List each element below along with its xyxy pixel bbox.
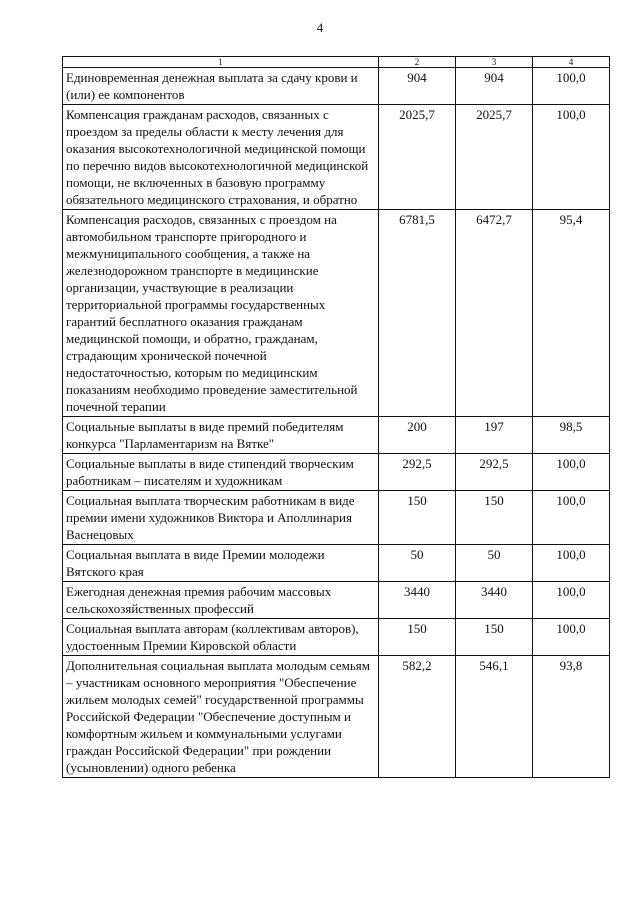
table-row [63,454,610,491]
row-value-col3: 197 [456,417,533,454]
row-value-col4: 93,8 [533,656,610,778]
row-value-col3: 2025,7 [456,105,533,210]
table-row [63,582,610,619]
row-value-col3: 546,1 [456,656,533,778]
row-name: Социальная выплата творческим работникам в виде премии имени художников Виктора и Аполлинария Васнецовых [63,491,379,545]
row-value-col3: 150 [456,619,533,656]
row-value-col4: 95,4 [533,210,610,417]
row-value-col4: 100,0 [533,491,610,545]
row-value-col4: 100,0 [533,454,610,491]
row-name: Социальная выплата в виде Премии молодежи Вятского края [63,545,379,582]
row-value-col3: 292,5 [456,454,533,491]
row-value-col3: 150 [456,491,533,545]
row-value-col2: 582,2 [379,656,456,778]
row-name: Дополнительная социальная выплата молодым семьям – участникам основного мероприятия "Обеспечение жильем молодых семей" государственной программы Российской Федерации "Обеспечение доступным и комфортным жильем и коммунальными услугами граждан Российской Федерации" при рождении (усыновлении) одного ребенка [63,656,379,778]
row-value-col4: 100,0 [533,619,610,656]
column-header: 4 [533,57,610,68]
row-name: Компенсация гражданам расходов, связанных с проездом за пределы области к месту лечения для оказания высокотехнологичной медицинской помощи по перечню видов высокотехнологичной медицинской помощи, не включенных в базовую программу обязательного медицинского страхования, и обратно [63,105,379,210]
table-row [63,545,610,582]
row-value-col4: 100,0 [533,545,610,582]
table-header-row [63,57,610,68]
row-name: Социальные выплаты в виде премий победителям конкурса "Парламентаризм на Вятке" [63,417,379,454]
table-row [63,656,610,778]
table-row [63,68,610,105]
row-value-col4: 100,0 [533,582,610,619]
row-value-col2: 3440 [379,582,456,619]
row-value-col2: 150 [379,491,456,545]
row-name: Единовременная денежная выплата за сдачу крови и (или) ее компонентов [63,68,379,105]
column-header: 3 [456,57,533,68]
row-name: Ежегодная денежная премия рабочим массовых сельскохозяйственных профессий [63,582,379,619]
row-value-col2: 200 [379,417,456,454]
row-value-col3: 50 [456,545,533,582]
table-row [63,210,610,417]
table-row [63,417,610,454]
table-row [63,105,610,210]
table-row [63,491,610,545]
table-row [63,619,610,656]
row-name: Компенсация расходов, связанных с проездом на автомобильном транспорте пригородного и межмуниципального сообщения, а также на железнодорожном транспорте в медицинские организации, участвующие в реализации территориальной программы государственных гарантий бесплатного оказания гражданам медицинской помощи, и обратно, гражданам, страдающим хронической почечной недостаточностью, которым по медицинским показаниям необходимо проведение заместительной почечной терапии [63,210,379,417]
row-value-col2: 150 [379,619,456,656]
row-value-col3: 6472,7 [456,210,533,417]
budget-table [62,56,610,778]
row-value-col2: 904 [379,68,456,105]
row-value-col4: 98,5 [533,417,610,454]
row-name: Социальная выплата авторам (коллективам авторов), удостоенным Премии Кировской области [63,619,379,656]
row-value-col3: 3440 [456,582,533,619]
column-header: 1 [63,57,379,68]
row-name: Социальные выплаты в виде стипендий творческим работникам – писателям и художникам [63,454,379,491]
page-number: 4 [316,20,324,35]
row-value-col4: 100,0 [533,68,610,105]
row-value-col2: 292,5 [379,454,456,491]
row-value-col2: 50 [379,545,456,582]
row-value-col4: 100,0 [533,105,610,210]
row-value-col2: 6781,5 [379,210,456,417]
row-value-col2: 2025,7 [379,105,456,210]
row-value-col3: 904 [456,68,533,105]
column-header: 2 [379,57,456,68]
